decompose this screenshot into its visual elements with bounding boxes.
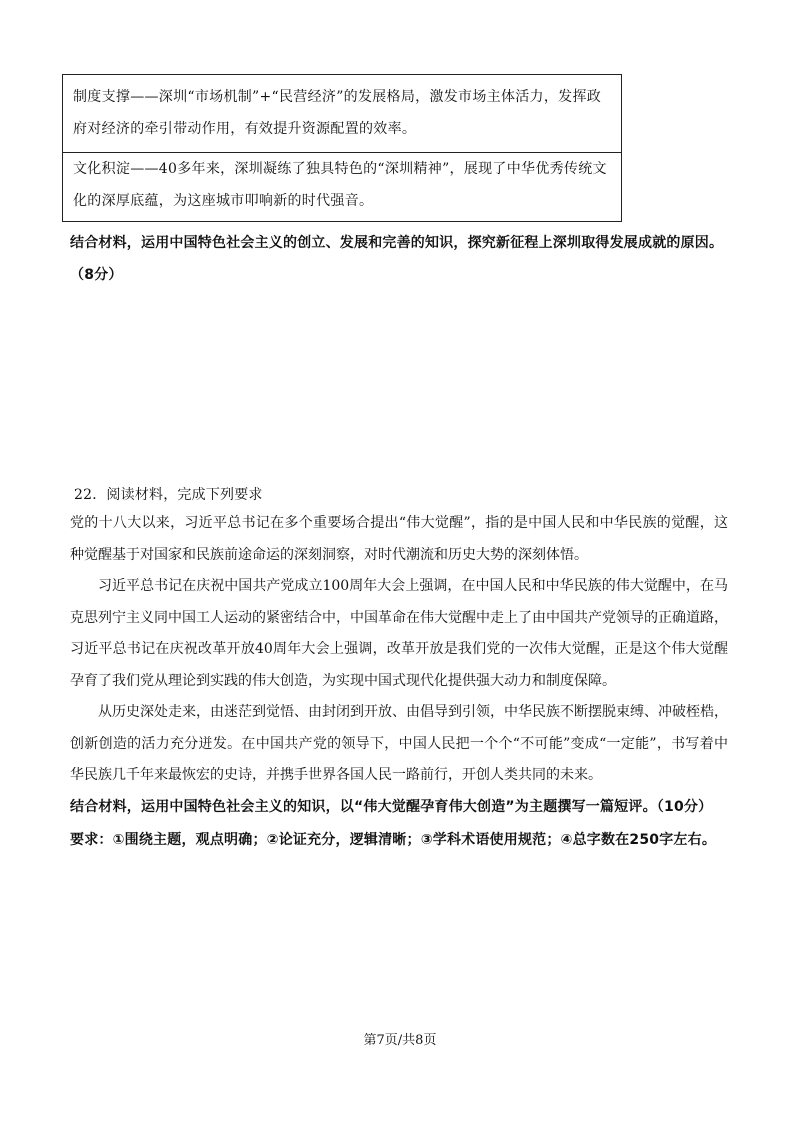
q21-prompt: 结合材料，运用中国特色社会主义的创立、发展和完善的知识，探究新征程上深圳取得发展成就的原因。 bbox=[70, 235, 724, 251]
q22-requirements: 要求：①围绕主题，观点明确；②论证充分，逻辑清晰；③学科术语使用规范；④总字数在250字左右。 bbox=[70, 832, 717, 848]
material-row-institution: 制度支撑——深圳“市场机制”+“民营经济”的发展格局，激发市场主体活力，发挥政府对经济的牵引带动作用，有效提升资源配置的效率。 bbox=[73, 89, 602, 137]
q22-paragraph-3: 从历史深处走来，由迷茫到觉悟、由封闭到开放、由倡导到引领，中华民族不断摆脱束缚、冲破桎梏，创新创造的活力充分迸发。在中国共产党的领导下，中国人民把一个个“不可能”变成“一定能”，书写着中华民族几千年来最恢宏的史诗，并携手世界各国人民一路前行，开创人类共同的未来。 bbox=[70, 704, 728, 783]
page-number: 第7页/共8页 bbox=[363, 1033, 437, 1048]
material-row-culture: 文化积淀——40多年来，深圳凝练了独具特色的“深圳精神”，展现了中华优秀传统文化的深厚底蕴，为这座城市叩响新的时代强音。 bbox=[73, 161, 607, 209]
q21-score: （8分） bbox=[70, 267, 123, 283]
q22-title: 22．阅读材料，完成下列要求 bbox=[74, 487, 263, 503]
q22-paragraph-1: 党的十八大以来，习近平总书记在多个重要场合提出“伟大觉醒”，指的是中国人民和中华民族的觉醒，这种觉醒基于对国家和民族前途命运的深刻洞察，对时代潮流和历史大势的深刻体悟。 bbox=[70, 515, 728, 563]
q22-paragraph-2: 习近平总书记在庆祝中国共产党成立100周年大会上强调，在中国人民和中华民族的伟大觉醒中，在马克思列宁主义同中国工人运动的紧密结合中，中国革命在伟大觉醒中走上了由中国共产党领导的正确道路，习近平总书记在庆祝改革开放40周年大会上强调，改革开放是我们党的一次伟大觉醒，正是这个伟大觉醒孕育了我们党从理论到实践的伟大创造，为实现中国式现代化提供强大动力和制度保障。 bbox=[70, 578, 728, 689]
material-table bbox=[62, 74, 622, 222]
q22-prompt: 结合材料，运用中国特色社会主义的知识，以“伟大觉醒孕育伟大创造”为主题撰写一篇短评。（10分） bbox=[70, 799, 713, 815]
